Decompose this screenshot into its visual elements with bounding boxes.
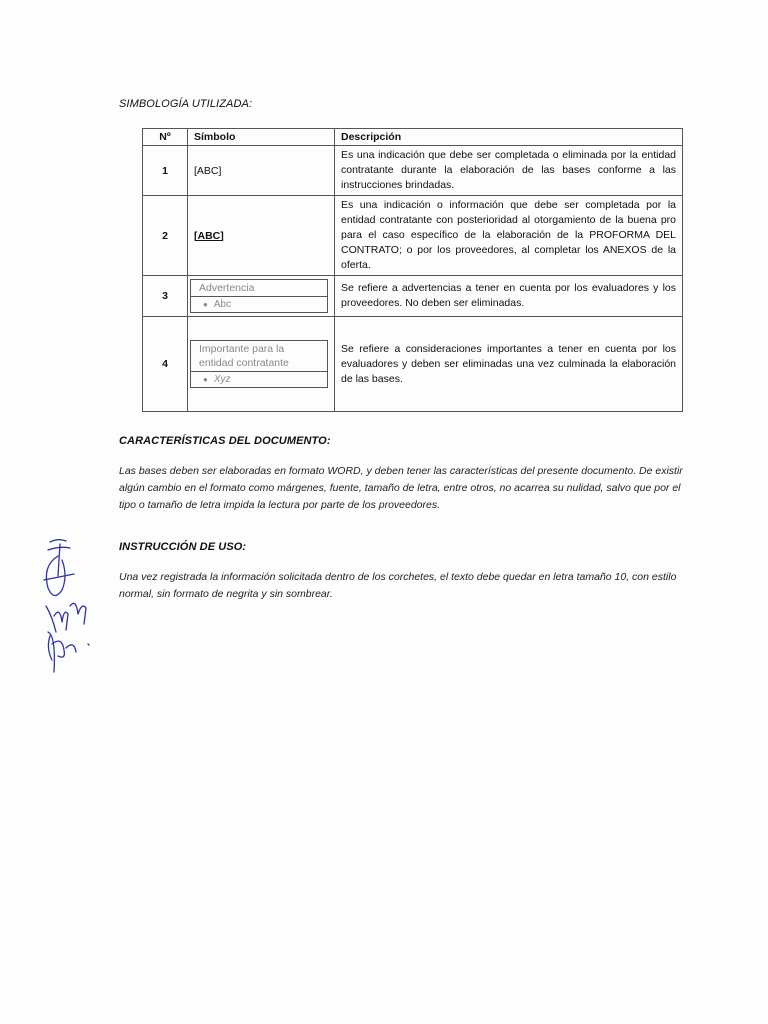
header-description: Descripción — [335, 129, 683, 146]
instruccion-heading: INSTRUCCIÓN DE USO: — [119, 541, 247, 553]
box-item-text: Xyz — [213, 374, 231, 385]
box-item — [191, 372, 327, 387]
instruccion-text: Una vez registrada la información solicitada dentro de los corchetes, el texto debe quedar en letra tamaño 10, con estilo normal, sin formato de negrita y sin sombrear. — [119, 571, 677, 600]
bullet-icon: ● — [203, 375, 208, 384]
row-number: 4 — [143, 317, 188, 412]
row-description: Se refiere a consideraciones importantes a tener en cuenta por los evaluadores y deben ser eliminadas una vez culminada la elaboración de las bases. — [335, 317, 683, 412]
table-row — [143, 317, 683, 412]
table-row — [143, 276, 683, 317]
importante-box — [190, 340, 328, 388]
row-symbol — [188, 196, 335, 276]
row-symbol — [188, 276, 335, 317]
header-num: Nº — [143, 129, 188, 146]
handwritten-signature — [36, 536, 96, 676]
caracteristicas-text: Las bases deben ser elaboradas en formato WORD, y deben tener las características del presente documento. De existir algún cambio en el formato como márgenes, fuente, tamaño de letra, entre otros, no acarrea su nulidad, salvo que por el tipo o tamaño de letra impida la lectura por parte de los proveedores. — [119, 465, 683, 511]
box-item — [191, 297, 327, 312]
row-description: Es una indicación o información que debe ser completada por la entidad contratante con posterioridad al otorgamiento de la buena pro para el caso específico de la elaboración de la PROFORMA DEL CONTRATO; o por los proveedores, al completar los ANEXOS de la oferta. — [335, 196, 683, 276]
row-number: 2 — [143, 196, 188, 276]
row-number: 3 — [143, 276, 188, 317]
table-header-row — [143, 129, 683, 146]
box-title: Importante para la entidad contratante — [191, 341, 327, 372]
row-description: Es una indicación que debe ser completada o eliminada por la entidad contratante durante la elaboración de las bases conforme a las instrucciones brindadas. — [335, 146, 683, 196]
header-symbol: Símbolo — [188, 129, 335, 146]
caracteristicas-heading: CARACTERÍSTICAS DEL DOCUMENTO: — [119, 435, 331, 447]
row-symbol: [ABC] — [188, 146, 335, 196]
row-number: 1 — [143, 146, 188, 196]
table-row — [143, 196, 683, 276]
underlined-symbol: [ABC] — [194, 229, 224, 242]
symbology-table — [142, 128, 683, 412]
bullet-icon: ● — [203, 300, 208, 309]
box-item-text: Abc — [213, 299, 232, 310]
row-symbol — [188, 317, 335, 412]
table-row — [143, 146, 683, 196]
box-title: Advertencia — [191, 280, 327, 297]
row-description: Se refiere a advertencias a tener en cuenta por los evaluadores y los proveedores. No deben ser eliminadas. — [335, 276, 683, 317]
advertencia-box — [190, 279, 328, 313]
simbologia-heading: SIMBOLOGÍA UTILIZADA: — [119, 98, 253, 110]
